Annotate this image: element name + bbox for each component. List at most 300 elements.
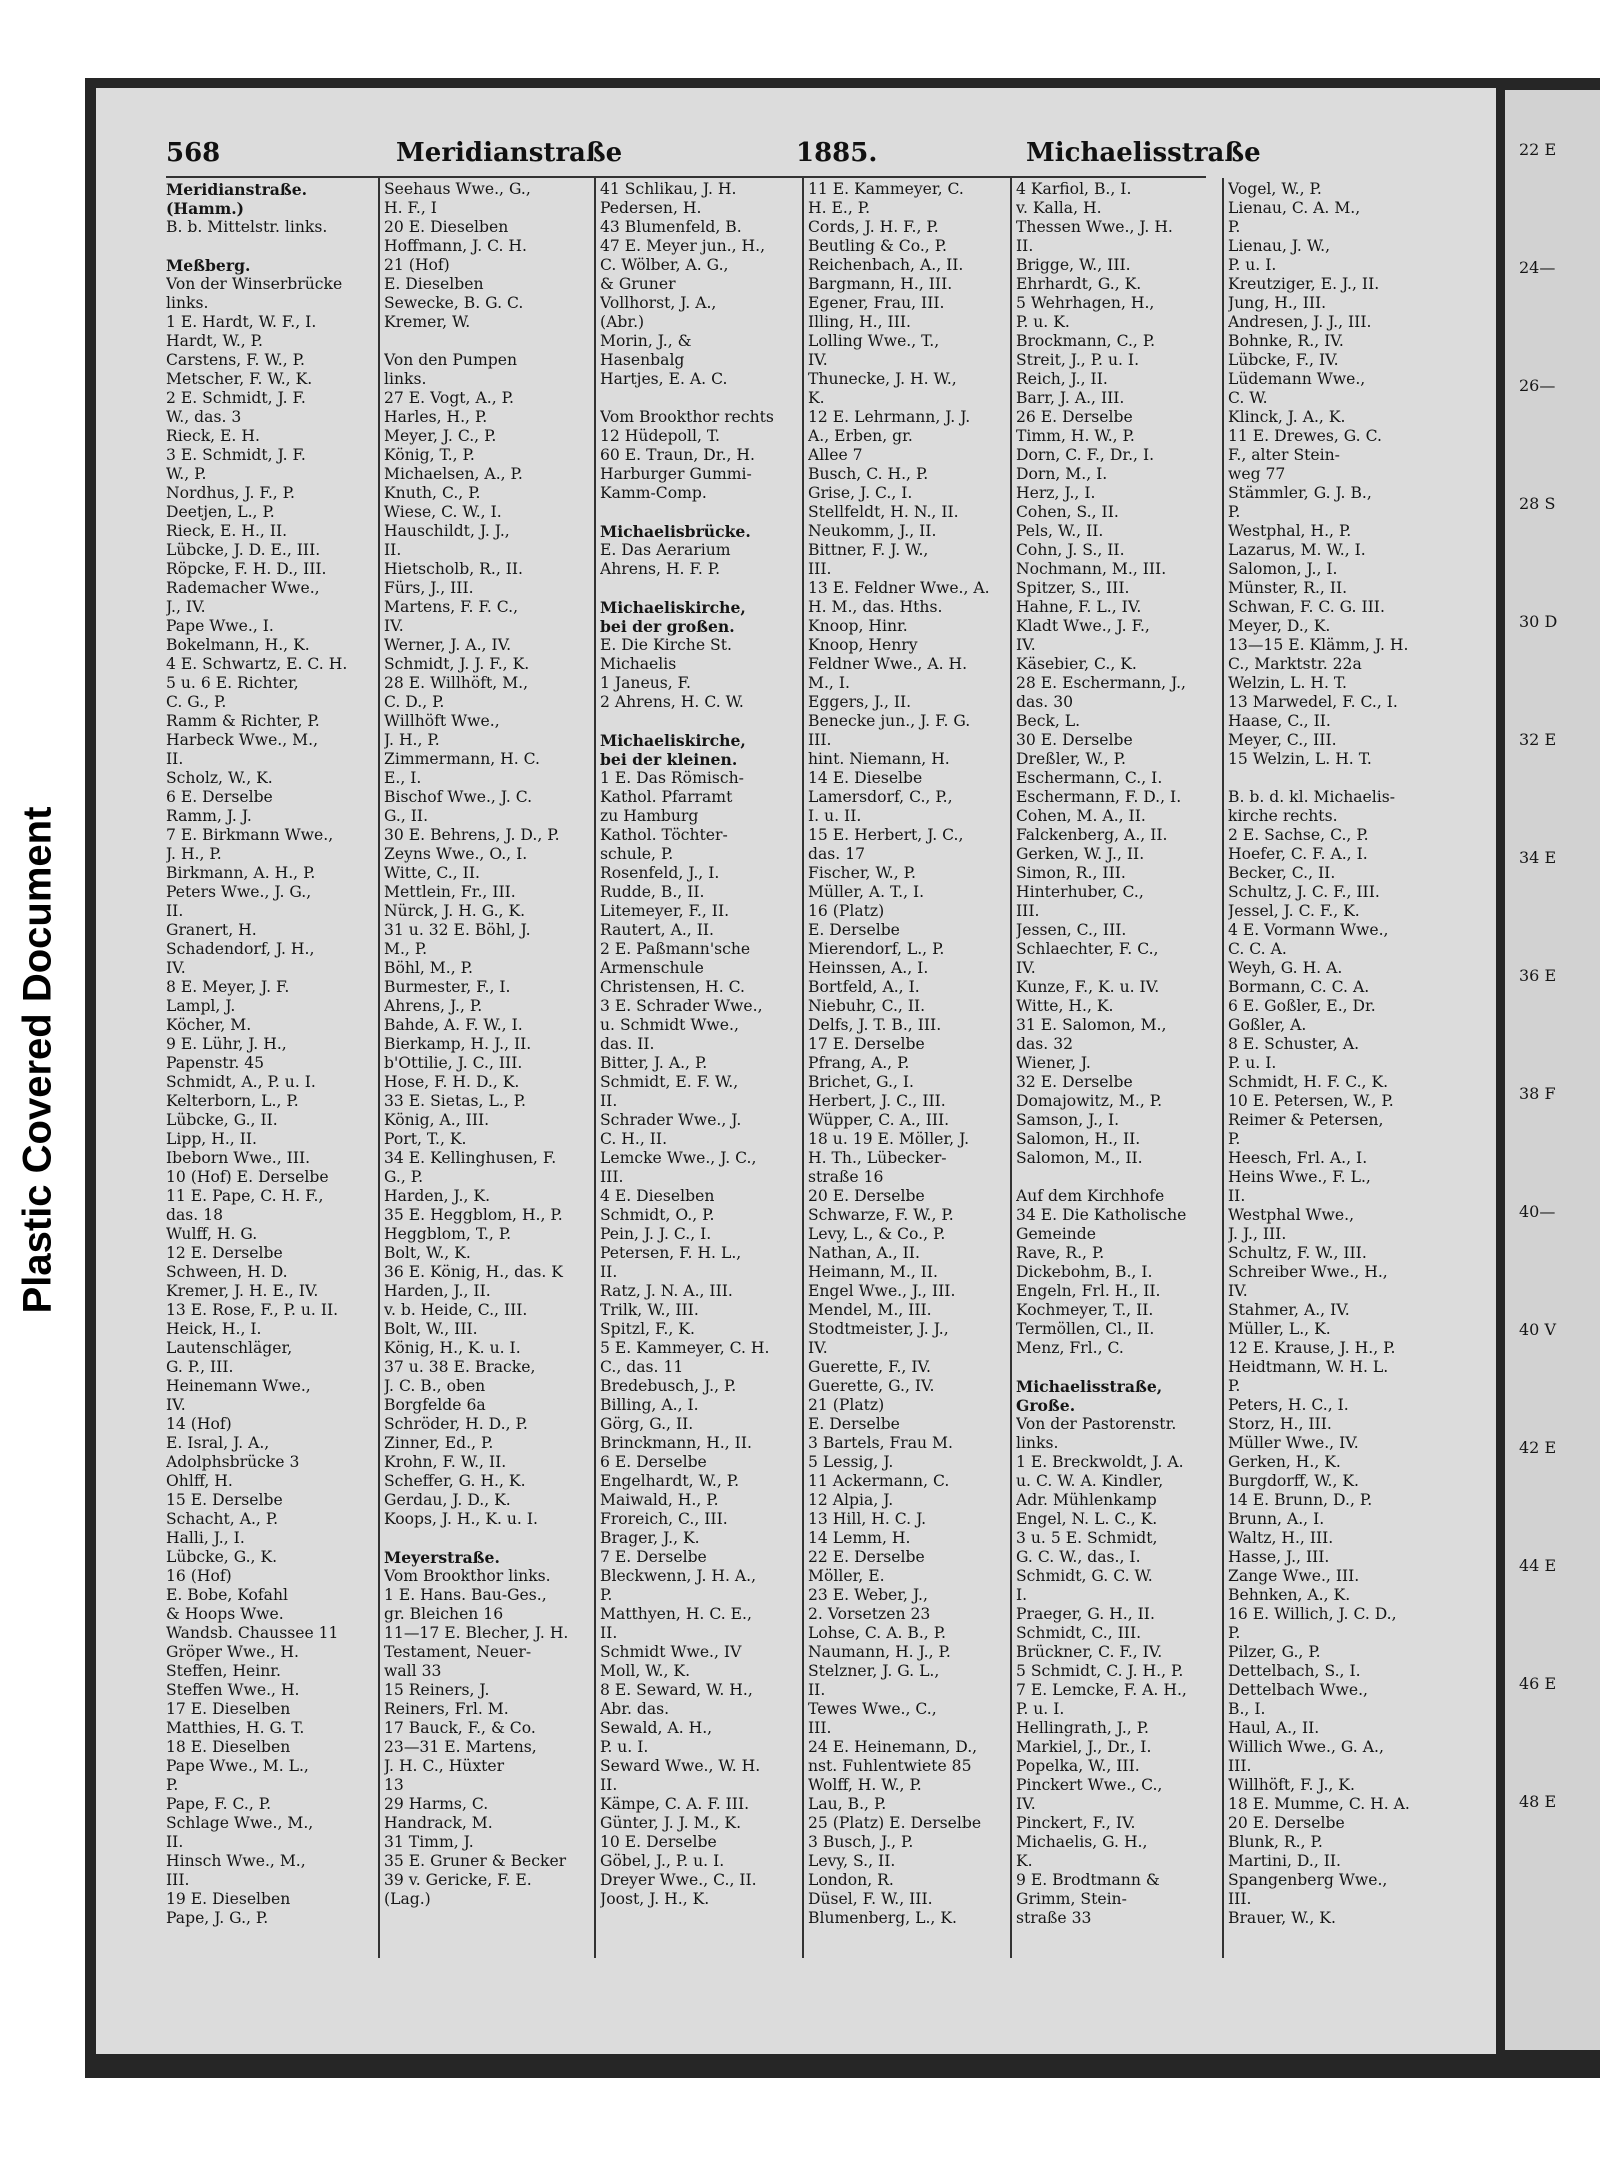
directory-entry-line: Böhl, M., P. (384, 959, 473, 977)
directory-entry-line: Pape, F. C., P. (166, 1795, 272, 1813)
directory-entry-line: 5 E. Kammeyer, C. H. (600, 1339, 770, 1357)
directory-entry-line: Goßler, A. (1228, 1016, 1307, 1034)
directory-entry-line: Dreßler, W., P. (1016, 750, 1126, 768)
directory-entry-line: Fischer, W., P. (808, 864, 916, 882)
directory-entry-line: Scholz, W., K. (166, 769, 273, 787)
directory-entry-line: Naumann, H. J., P. (808, 1643, 951, 1661)
directory-entry-line: 20 E. Derselbe (1228, 1814, 1345, 1832)
directory-entry-line: Michaeliskirche, (600, 598, 746, 617)
directory-entry-line: H. Th., Lübecker- (808, 1149, 947, 1167)
directory-entry-line: das. II. (600, 1035, 655, 1053)
directory-entry-line: Armenschule (600, 959, 704, 977)
directory-entry-line: Wulff, H. G. (166, 1225, 258, 1243)
directory-entry-line: Bittner, F. J. W., (808, 541, 929, 559)
directory-entry-line: Weyh, G. H. A. (1228, 959, 1343, 977)
directory-entry-line: Spitzl, F., K. (600, 1320, 695, 1338)
directory-entry-line: Müller, A. T., I. (808, 883, 925, 901)
directory-entry-line: Heinemann Wwe., (166, 1377, 311, 1395)
directory-entry-line: Sewald, A. H., (600, 1719, 713, 1737)
directory-entry-line: 3 Busch, J., P. (808, 1833, 914, 1851)
directory-entry-line: E. Die Kirche St. (600, 636, 732, 654)
directory-entry-line: Hartjes, E. A. C. (600, 370, 728, 388)
directory-entry-line: Heins Wwe., F. L., (1228, 1168, 1371, 1186)
directory-entry-line: Lübcke, J. D. E., III. (166, 541, 321, 559)
directory-entry-line: Allee 7 (808, 446, 863, 464)
directory-entry-line: Niebuhr, C., II. (808, 997, 926, 1015)
directory-entry-line: 5 u. 6 E. Richter, (166, 674, 299, 692)
directory-entry-line: Ahrens, J., P. (384, 997, 483, 1015)
directory-entry-line: Reimer & Petersen, (1228, 1111, 1384, 1129)
directory-entry-line: Schmidt, G. C. W. (1016, 1567, 1153, 1585)
directory-entry-line: Borgfelde 6a (384, 1396, 486, 1414)
directory-entry-line: J. H., P. (166, 845, 222, 863)
directory-entry-line: 5 Wehrhagen, H., (1016, 294, 1155, 312)
directory-entry-line: P. u. I. (1016, 1700, 1065, 1718)
directory-entry-line: Streit, J., P. u. I. (1016, 351, 1140, 369)
directory-entry-line: Nordhus, J. F., P. (166, 484, 295, 502)
directory-entry-line: Becker, C., II. (1228, 864, 1336, 882)
directory-entry-line: P. (166, 1776, 179, 1794)
directory-entry-line: 31 E. Salomon, M., (1016, 1016, 1167, 1034)
directory-entry-line: IV. (384, 617, 404, 635)
directory-entry-line (1016, 1168, 1224, 1187)
directory-entry-line: zu Hamburg (600, 807, 699, 825)
directory-entry-line: 14 (Hof) (166, 1415, 232, 1433)
directory-entry-line: C. D., P. (384, 693, 445, 711)
directory-entry-line: Lemcke Wwe., J. C., (600, 1149, 757, 1167)
directory-entry-line: Grise, J. C., I. (808, 484, 913, 502)
directory-entry-line: Blumenberg, L., K. (808, 1909, 957, 1927)
directory-entry-line: Maiwald, H., P. (600, 1491, 719, 1509)
directory-entry-line: Wiese, C. W., I. (384, 503, 502, 521)
directory-entry-line: C. W. (1228, 389, 1268, 407)
directory-entry-line: Cords, J. H. F., P. (808, 218, 939, 236)
directory-entry-line: Markiel, J., Dr., I. (1016, 1738, 1152, 1756)
directory-entry-line: 9 E. Lühr, J. H., (166, 1035, 287, 1053)
directory-entry-line: 18 E. Dieselben (166, 1738, 291, 1756)
directory-entry-line: 1 E. Das Römisch- (600, 769, 744, 787)
directory-entry-line: Brager, J., K. (600, 1529, 700, 1547)
directory-entry-line: P. (1228, 218, 1241, 236)
directory-entry-line: Knoop, Hinr. (808, 617, 908, 635)
directory-entry-line: Behnken, A., K. (1228, 1586, 1351, 1604)
directory-entry-line: Cohen, S., II. (1016, 503, 1119, 521)
next-page-fragment: 32 E (1519, 730, 1557, 749)
next-page-fragment: 26— (1519, 376, 1556, 395)
directory-entry-line: J. J., III. (1228, 1225, 1287, 1243)
directory-entry-line: Lipp, H., II. (166, 1130, 257, 1148)
directory-entry-line: Brinckmann, H., II. (600, 1434, 752, 1452)
directory-entry-line: 10 E. Petersen, W., P. (1228, 1092, 1394, 1110)
directory-entry-line: Heggblom, T., P. (384, 1225, 512, 1243)
directory-entry-line: Lau, B., P. (808, 1795, 887, 1813)
directory-entry-line: 5 Schmidt, C. J. H., P. (1016, 1662, 1184, 1680)
directory-entry-line: III. (808, 1719, 832, 1737)
directory-entry-line: P. u. K. (1016, 313, 1070, 331)
directory-entry-line: Westphal Wwe., (1228, 1206, 1355, 1224)
directory-entry-line: links. (166, 294, 209, 312)
directory-entry-line: III. (166, 1871, 190, 1889)
directory-entry-line: Meßberg. (166, 256, 251, 275)
directory-entry-line: 10 E. Derselbe (600, 1833, 717, 1851)
directory-entry-line: Stahmer, A., IV. (1228, 1301, 1350, 1319)
directory-entry-line (1016, 1358, 1224, 1377)
column-divider (378, 178, 380, 1958)
directory-entry-line: Harburger Gummi- (600, 465, 752, 483)
directory-entry-line: Falckenberg, A., II. (1016, 826, 1168, 844)
directory-entry-line: Meyer, C., III. (1228, 731, 1337, 749)
directory-entry-line: 28 E. Willhöft, M., (384, 674, 529, 692)
directory-entry-line (384, 332, 592, 351)
directory-entry-line: Schultz, F. W., III. (1228, 1244, 1367, 1262)
column-5 (1016, 180, 1224, 1955)
directory-entry-line: Hauschildt, J. J., (384, 522, 510, 540)
directory-entry-line: 27 E. Vogt, A., P. (384, 389, 514, 407)
directory-entry-line: Lüdemann Wwe., (1228, 370, 1366, 388)
directory-entry-line: Schultz, J. C. F., III. (1228, 883, 1380, 901)
directory-entry-line: 14 E. Dieselbe (808, 769, 923, 787)
directory-entry-line: Engel Wwe., J., III. (808, 1282, 956, 1300)
directory-entry-line: 17 E. Dieselben (166, 1700, 291, 1718)
directory-entry-line: 2 E. Paßmann'sche (600, 940, 751, 958)
directory-entry-line: 39 v. Gericke, F. E. (384, 1871, 532, 1889)
directory-entry-line: 24 E. Heinemann, D., (808, 1738, 978, 1756)
directory-entry-line: Kämpe, C. A. F. III. (600, 1795, 750, 1813)
directory-entry-line: Koops, J. H., K. u. I. (384, 1510, 538, 1528)
directory-entry-line: IV. (1016, 1795, 1036, 1813)
directory-entry-line: Schmidt, O., P. (600, 1206, 715, 1224)
directory-entry-line: Port, T., K. (384, 1130, 467, 1148)
directory-entry-line: Kunze, F., K. u. IV. (1016, 978, 1160, 996)
directory-entry-line: Hasenbalg (600, 351, 685, 369)
column-divider (802, 178, 804, 1958)
directory-entry-line: Ramm, J. J. (166, 807, 252, 825)
directory-entry-line: Pape, J. G., P. (166, 1909, 269, 1927)
directory-entry-line: Kochmeyer, T., II. (1016, 1301, 1154, 1319)
directory-entry-line: II. (166, 902, 184, 920)
directory-entry-line: Schlaechter, F. C., (1016, 940, 1159, 958)
directory-entry-line: nst. Fuhlentwiete 85 (808, 1757, 972, 1775)
directory-entry-line: Harden, J., II. (384, 1282, 491, 1300)
directory-entry-line: Zinner, Ed., P. (384, 1434, 494, 1452)
directory-entry-line: Vogel, W., P. (1228, 180, 1322, 198)
directory-entry-line: das. 17 (808, 845, 866, 863)
directory-entry-line: Cohn, J. S., II. (1016, 541, 1125, 559)
directory-entry-line: Von den Pumpen (384, 351, 518, 369)
directory-entry-line: Pedersen, H. (600, 199, 702, 217)
directory-entry-line: 25 (Platz) E. Derselbe (808, 1814, 982, 1832)
directory-entry-line: 6 E. Derselbe (166, 788, 273, 806)
directory-entry-line: 11 E. Drewes, G. C. (1228, 427, 1382, 445)
directory-entry-line: Klinck, J. A., K. (1228, 408, 1346, 426)
directory-entry-line: & Hoops Wwe. (166, 1605, 284, 1623)
column-3 (600, 180, 808, 1955)
directory-entry-line: Pape Wwe., M. L., (166, 1757, 309, 1775)
directory-entry-line: 32 E. Derselbe (1016, 1073, 1133, 1091)
directory-entry-line: Metscher, F. W., K. (166, 370, 313, 388)
directory-entry-line: Thessen Wwe., J. H. (1016, 218, 1173, 236)
directory-entry-line: Reichenbach, A., II. (808, 256, 964, 274)
directory-entry-line: 1 E. Hans. Bau-Ges., (384, 1586, 547, 1604)
directory-entry-line: Rudde, B., II. (600, 883, 705, 901)
directory-entry-line: Schmidt, J. J. F., K. (384, 655, 530, 673)
next-page-fragment: 22 E (1519, 140, 1557, 159)
directory-entry-line: W., P. (166, 465, 207, 483)
directory-entry-line: Vom Brookthor links. (384, 1567, 551, 1585)
directory-entry-line: Schlage Wwe., M., (166, 1814, 314, 1832)
directory-entry-line: 30 E. Behrens, J. D., P. (384, 826, 560, 844)
directory-entry-line: III. (808, 731, 832, 749)
page-number: 568 (166, 138, 221, 168)
directory-entry-line: Bolt, W., III. (384, 1320, 478, 1338)
directory-entry-line: Schween, H. D. (166, 1263, 288, 1281)
directory-entry-line: Heidtmann, W. H. L. (1228, 1358, 1389, 1376)
directory-entry-line: 33 E. Sietas, L., P. (384, 1092, 526, 1110)
directory-entry-line: 17 Bauck, F., & Co. (384, 1719, 536, 1737)
directory-entry-line: Pinckert, F., IV. (1016, 1814, 1136, 1832)
directory-entry-line: Lübcke, F., IV. (1228, 351, 1339, 369)
directory-entry-line: 6 E. Derselbe (600, 1453, 707, 1471)
directory-entry-line: weg 77 (1228, 465, 1286, 483)
directory-entry-line: Testament, Neuer- (384, 1643, 532, 1661)
directory-entry-line: Lübcke, G., K. (166, 1548, 278, 1566)
directory-entry-line: Stelzner, J. G. L., (808, 1662, 940, 1680)
directory-entry-line: IV. (166, 1396, 186, 1414)
directory-entry-line: Adr. Mühlenkamp (1016, 1491, 1157, 1509)
directory-entry-line: C. G., P. (166, 693, 227, 711)
directory-entry-line: Bredebusch, J., P. (600, 1377, 737, 1395)
directory-entry-line: Dickebohm, B., I. (1016, 1263, 1153, 1281)
directory-entry-line: 1 E. Breckwoldt, J. A. (1016, 1453, 1184, 1471)
directory-entry-line: Willhöft, F. J., K. (1228, 1776, 1355, 1794)
directory-entry-line: 28 E. Eschermann, J., (1016, 674, 1186, 692)
directory-entry-line: Sewecke, B. G. C. (384, 294, 524, 312)
directory-entry-line: Brückner, C. F., IV. (1016, 1643, 1163, 1661)
directory-entry-line: 3 Bartels, Frau M. (808, 1434, 953, 1452)
directory-entry-line: Harles, H., P. (384, 408, 488, 426)
directory-entry-line: Seward Wwe., W. H. (600, 1757, 761, 1775)
directory-entry-line: G., P. (384, 1168, 424, 1186)
directory-entry-line: Harbeck Wwe., M., (166, 731, 319, 749)
directory-entry-line: b'Ottilie, J. C., III. (384, 1054, 523, 1072)
directory-entry-line: (Hamm.) (166, 199, 245, 218)
directory-entry-line: 41 Schlikau, J. H. (600, 180, 737, 198)
next-page-fragment: 36 E (1519, 966, 1557, 985)
directory-entry-line: Kreutziger, E. J., II. (1228, 275, 1380, 293)
directory-entry-line: Spangenberg Wwe., (1228, 1871, 1388, 1889)
directory-entry-line: Hahne, F. L., IV. (1016, 598, 1142, 616)
directory-entry-line: Krohn, F. W., II. (384, 1453, 507, 1471)
directory-entry-line: Witte, C., II. (384, 864, 480, 882)
directory-entry-line: 2 Ahrens, H. C. W. (600, 693, 744, 711)
directory-entry-line: Spitzer, S., III. (1016, 579, 1130, 597)
page-header (166, 138, 1261, 178)
directory-entry-line: 13 Hill, H. C. J. (808, 1510, 927, 1528)
directory-entry-line: II. (600, 1092, 618, 1110)
column-2 (384, 180, 592, 1955)
directory-entry-line: E. Bobe, Kofahl (166, 1586, 288, 1604)
directory-entry-line: Brichet, G., I. (808, 1073, 914, 1091)
directory-entry-line: Lolling Wwe., T., (808, 332, 940, 350)
directory-entry-line: 20 E. Derselbe (808, 1187, 925, 1205)
directory-entry-line: Mendel, M., III. (808, 1301, 932, 1319)
directory-entry-line: Hinterhuber, C., (1016, 883, 1144, 901)
directory-entry-line: Käsebier, C., K. (1016, 655, 1137, 673)
directory-entry-line: Haase, C., II. (1228, 712, 1331, 730)
directory-entry-line: Seehaus Wwe., G., (384, 180, 531, 198)
directory-entry-line: Peters Wwe., J. G., (166, 883, 312, 901)
next-page-fragment: 44 E (1519, 1556, 1557, 1575)
directory-entry-line: Storz, H., III. (1228, 1415, 1332, 1433)
directory-entry-line: Zange Wwe., III. (1228, 1567, 1360, 1585)
directory-entry-line: Brauer, W., K. (1228, 1909, 1336, 1927)
directory-entry-line: Brigge, W., III. (1016, 256, 1131, 274)
directory-entry-line (1228, 769, 1436, 788)
directory-entry-line: 30 E. Derselbe (1016, 731, 1133, 749)
directory-entry-line: II. (600, 1624, 618, 1642)
directory-entry-line: 13 Marwedel, F. C., I. (1228, 693, 1398, 711)
directory-entry-line: Wolff, H. W., P. (808, 1776, 922, 1794)
directory-entry-line: 26 E. Derselbe (1016, 408, 1133, 426)
directory-entry-line: Vom Brookthor rechts (600, 408, 774, 426)
directory-entry-line: Cohen, M. A., II. (1016, 807, 1146, 825)
directory-entry-line: Pfrang, A., P. (808, 1054, 910, 1072)
directory-entry-line: 29 Harms, C. (384, 1795, 489, 1813)
directory-entry-line: Welzin, L. H. T. (1228, 674, 1347, 692)
directory-entry-line: 20 E. Dieselben (384, 218, 509, 236)
directory-entry-line: Matthies, H. G. T. (166, 1719, 305, 1737)
directory-entry-line: schule, P. (600, 845, 674, 863)
directory-entry-line: Schmidt, H. F. C., K. (1228, 1073, 1389, 1091)
directory-entry-line: Domajowitz, M., P. (1016, 1092, 1163, 1110)
directory-entry-line: das. 30 (1016, 693, 1074, 711)
directory-entry-line: 34 E. Die Katholische (1016, 1206, 1187, 1224)
directory-entry-line: Rieck, E. H., II. (166, 522, 288, 540)
directory-entry-line: wall 33 (384, 1662, 442, 1680)
directory-entry-line: Düsel, F. W., III. (808, 1890, 933, 1908)
directory-entry-line: II. (166, 750, 184, 768)
directory-entry-line: Knuth, C., P. (384, 484, 481, 502)
directory-entry-line: 4 E. Vormann Wwe., (1228, 921, 1389, 939)
directory-entry-line: Michaeliskirche, (600, 731, 746, 750)
directory-entry-line: & Gruner (600, 275, 676, 293)
directory-entry-line: Dorn, M., I. (1016, 465, 1108, 483)
directory-entry-line: Moll, W., K. (600, 1662, 691, 1680)
directory-entry-line: Kremer, J. H. E., IV. (166, 1282, 319, 1300)
directory-entry-line: Schröder, H. D., P. (384, 1415, 528, 1433)
directory-entry-line: Gerken, W. J., II. (1016, 845, 1145, 863)
directory-entry-line: das. 18 (166, 1206, 224, 1224)
directory-entry-line: 4 Karfiol, B., I. (1016, 180, 1132, 198)
directory-entry-line: Heick, H., I. (166, 1320, 262, 1338)
directory-entry-line: Bolt, W., K. (384, 1244, 471, 1262)
directory-entry-line: Herbert, J. C., III. (808, 1092, 946, 1110)
directory-entry-line: Ratz, J. N. A., III. (600, 1282, 733, 1300)
directory-entry-line: 12 E. Derselbe (166, 1244, 283, 1262)
directory-entry-line: Ohlff, H. (166, 1472, 233, 1490)
directory-entry-line: Lautenschläger, (166, 1339, 293, 1357)
directory-entry-line: 47 E. Meyer jun., H., (600, 237, 766, 255)
directory-entry-line: Hinsch Wwe., M., (166, 1852, 306, 1870)
directory-entry-line: Pape Wwe., I. (166, 617, 274, 635)
directory-entry-line: W., das. 3 (166, 408, 242, 426)
directory-entry-line: Heinssen, A., I. (808, 959, 929, 977)
directory-entry-line: Hasse, J., III. (1228, 1548, 1330, 1566)
directory-entry-line: Gerdau, J. D., K. (384, 1491, 511, 1509)
directory-entry-line: 31 Timm, J. (384, 1833, 474, 1851)
directory-entry-line: 14 E. Brunn, D., P. (1228, 1491, 1373, 1509)
directory-entry-line: Simon, R., III. (1016, 864, 1126, 882)
directory-entry-line: Lamersdorf, C., P., (808, 788, 953, 806)
directory-entry-line: IV. (1016, 959, 1036, 977)
directory-entry-line: Papenstr. 45 (166, 1054, 265, 1072)
directory-entry-line: 11 E. Pape, C. H. F., (166, 1187, 324, 1205)
directory-entry-line: III. (808, 560, 832, 578)
side-label-text: Plastic Covered Document (15, 806, 60, 1314)
directory-entry-line: Mierendorf, L., P. (808, 940, 945, 958)
directory-entry-line: Ehrhardt, G., K. (1016, 275, 1142, 293)
directory-entry-line: Knoop, Henry (808, 636, 918, 654)
directory-entry-line: Reiners, Frl. M. (384, 1700, 509, 1718)
directory-entry-line: Zeyns Wwe., O., I. (384, 845, 528, 863)
directory-entry-line: 35 E. Heggblom, H., P. (384, 1206, 563, 1224)
directory-entry-line: Lienau, J. W., (1228, 237, 1331, 255)
directory-entry-line: straße 16 (808, 1168, 884, 1186)
directory-entry-line: E., I. (384, 769, 422, 787)
directory-entry-line: Vollhorst, J. A., (600, 294, 717, 312)
directory-entry-line: Rave, R., P. (1016, 1244, 1105, 1262)
right-street-heading: Michaelisstraße (1026, 138, 1261, 168)
directory-entry-line: Steffen Wwe., H. (166, 1681, 300, 1699)
directory-entry-line: bei der großen. (600, 617, 735, 636)
directory-entry-line: Gröper Wwe., H. (166, 1643, 299, 1661)
directory-entry-line: Menz, Frl., C. (1016, 1339, 1124, 1357)
directory-entry-line: Lampl, J. (166, 997, 236, 1015)
directory-entry-line: Wandsb. Chaussee 11 (166, 1624, 339, 1642)
directory-entry-line: Lazarus, M. W., I. (1228, 541, 1366, 559)
directory-entry-line: Reich, J., II. (1016, 370, 1108, 388)
directory-entry-line: Kathol. Töchter- (600, 826, 728, 844)
directory-entry-line: C., Marktstr. 22a (1228, 655, 1362, 673)
directory-entry-line: Bleckwenn, J. H. A., (600, 1567, 757, 1585)
directory-entry-line: Petersen, F. H. L., (600, 1244, 742, 1262)
directory-entry-line: 12 E. Krause, J. H., P. (1228, 1339, 1396, 1357)
directory-entry-line: Barr, J. A., III. (1016, 389, 1125, 407)
directory-entry-line: 9 E. Brodtmann & (1016, 1871, 1160, 1889)
directory-entry-line: Deetjen, L., P. (166, 503, 275, 521)
directory-entry-line: P. (1228, 503, 1241, 521)
directory-entry-line: 3 u. 5 E. Schmidt, (1016, 1529, 1158, 1547)
directory-entry-line: Witte, H., K. (1016, 997, 1114, 1015)
directory-entry-line: 2. Vorsetzen 23 (808, 1605, 931, 1623)
directory-entry-line: 2 E. Sachse, C., P. (1228, 826, 1369, 844)
directory-entry-line: C. H., II. (600, 1130, 668, 1148)
directory-entry-line (600, 389, 808, 408)
directory-entry-line: K. (808, 389, 825, 407)
directory-entry-line: 16 E. Willich, J. C. D., (1228, 1605, 1397, 1623)
directory-entry-line: Herz, J., I. (1016, 484, 1096, 502)
directory-entry-line: Bormann, C. C. A. (1228, 978, 1370, 996)
directory-entry-line: Salomon, H., II. (1016, 1130, 1141, 1148)
directory-entry-line: Michaelisstraße, (1016, 1377, 1163, 1396)
directory-entry-line: 11 E. Kammeyer, C. (808, 180, 964, 198)
directory-entry-line: F., alter Stein- (1228, 446, 1340, 464)
directory-entry-line: Müller Wwe., IV. (1228, 1434, 1359, 1452)
directory-entry-line: Wiener, J. (1016, 1054, 1091, 1072)
directory-entry-line: Pein, J. J. C., I. (600, 1225, 712, 1243)
directory-entry-line: 12 Alpia, J. (808, 1491, 894, 1509)
directory-entry-line: 10 (Hof) E. Derselbe (166, 1168, 329, 1186)
